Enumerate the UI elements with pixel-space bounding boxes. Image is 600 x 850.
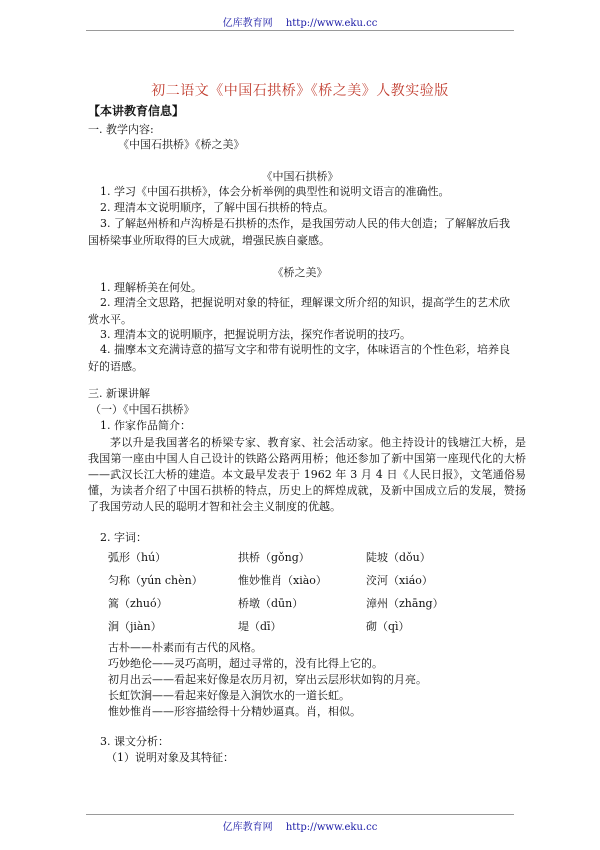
glossary-item: 古朴——朴素而有古代的风格。 [108,641,262,654]
analysis-subheading: （1）说明对象及其特征： [106,751,234,764]
author-intro-paragraph: 茅以升是我国著名的桥梁专家、教育家、社会活动家。他主持设计的钱塘江大桥，是我国第一座由中国人自己设计的铁路公路两用桥；他还参加了新中国第一座现代化的大桥——武汉长江大桥的建造。本文最早发表于 1962 年 3 月 4 日《人民日报》，文笔通俗易懂，为读者介绍了中国石拱桥的特点，历史上的辉煌成就，及新中国成立后的发展，赞扬了我国劳动人民的聪明才智和社会主义制度的优越。 [88,436,526,513]
word-item: 桥墩（dūn） [238,597,304,610]
goals1-item-3: 3. 了解赵州桥和卢沟桥是石拱桥的杰作，是我国劳动人民的伟大创造；了解解放后我国桥梁事业所取得的巨大成就，增强民族自豪感。 [88,217,510,247]
glossary-item: 初月出云——看起来好像是农历月初，穿出云层形状如钩的月亮。 [108,673,427,686]
word-item: 惟妙惟肖（xiào） [238,574,327,587]
goals1-heading: 《中国石拱桥》 [261,170,339,183]
goals2-item-3: 3. 理清本文的说明顺序，把握说明方法，探究作者说明的技巧。 [100,328,411,341]
header-divider [86,30,514,31]
goals2-item-4: 4. 揣摩本文充满诗意的描写文字和带有说明性的文字，体味语言的个性色彩，培养良好的语感。 [88,343,510,373]
word-item: 漳州（zhāng） [366,597,444,610]
word-item: 堤（dī） [238,620,282,633]
teaching-content-label: 一. 教学内容: [88,123,154,136]
word-item: 砌（qì） [366,620,410,633]
goals1-item-1: 1. 学习《中国石拱桥》，体会分析举例的典型性和说明文语言的准确性。 [100,185,450,198]
word-item: 洨河（xiáo） [366,574,433,587]
goals2-item-2: 2. 理清全文思路，把握说明对象的特征，理解课文所介绍的知识，提高学生的艺术欣赏水平。 [88,296,510,326]
goals1-item-2: 2. 理清本文说明顺序，了解中国石拱桥的特点。 [100,201,334,214]
goals2-heading: 《桥之美》 [272,266,328,279]
word-item: 匀称（yún chèn） [108,574,203,587]
teaching-content-value: 《中国石拱桥》《桥之美》 [118,138,245,151]
document-title: 初二语文《中国石拱桥》《桥之美》人教实验版 [151,83,449,99]
word-item: 弧形（hú） [108,551,167,564]
word-item: 陡坡（dǒu） [366,551,431,564]
glossary-item: 惟妙惟肖——形容描绘得十分精妙逼真。肖，相似。 [108,705,361,718]
word-item: 拱桥（gǒng） [238,551,310,564]
goals2-item-1: 1. 理解桥美在何处。 [100,281,202,294]
lesson-subheading: （一）《中国石拱桥》 [90,403,195,416]
author-intro-label: 1. 作家作品简介： [100,419,191,432]
words-label: 2. 字词： [100,531,147,544]
section-info-heading: 【本讲教育信息】 [88,104,185,118]
word-item: 篙（zhuó） [108,597,168,610]
footer-divider [86,814,514,815]
word-item: 涧（jiàn） [108,620,162,633]
page-header: 亿库教育网 http://www.eku.cc [222,18,378,29]
glossary-item: 巧妙绝伦——灵巧高明，超过寻常的，没有比得上它的。 [108,657,383,670]
lesson-heading: 三. 新课讲解 [88,387,150,400]
analysis-label: 3. 课文分析： [100,735,169,748]
page-footer: 亿库教育网 http://www.eku.cc [222,822,378,833]
glossary-item: 长虹饮涧——看起来好像是入涧饮水的一道长虹。 [108,689,350,702]
